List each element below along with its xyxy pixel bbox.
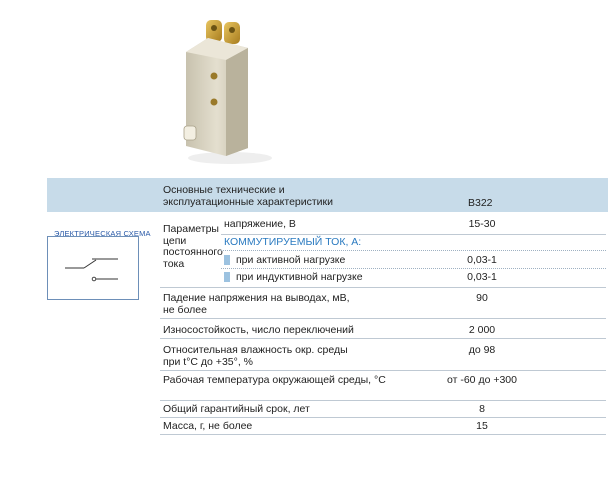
schema-label: ЭЛЕКТРИЧЕСКАЯ СХЕМА [54,229,151,238]
table-row-value: 8 [479,403,485,415]
active-load-value: 0,03-1 [467,254,497,266]
separator [160,434,606,435]
separator [221,268,606,269]
bullet-marker [224,272,230,282]
table-row-label: Относительная влажность окр. среды при t°С до +35°, % [163,344,348,368]
current-heading: КОММУТИРУЕМЫЙ ТОК, А: [224,236,362,248]
voltage-value: 15-30 [468,218,496,230]
inductive-load-label: при индуктивной нагрузке [236,271,363,283]
table-row-value: до 98 [468,344,496,356]
separator [160,338,606,339]
separator [160,318,606,319]
separator [221,250,606,251]
table-row-label: Масса, г, не более [163,420,253,432]
electrical-schema-box [47,236,139,300]
separator [221,234,606,235]
table-row-label: Износостойкость, число переключений [163,324,354,336]
bullet-marker [224,255,230,265]
table-header-title: Основные технические и эксплуатационные характеристики [163,184,334,208]
table-row-label: Общий гарантийный срок, лет [163,403,310,415]
separator [160,370,606,371]
dc-params-label: Параметры цепи постоянного тока [163,223,223,270]
model-name: В322 [468,197,493,209]
separator [160,287,606,288]
inductive-load-value: 0,03-1 [467,271,497,283]
separator [160,417,606,418]
table-row-value: 90 [476,292,488,304]
voltage-label: напряжение, В [224,218,296,230]
microswitch-photo [168,8,288,168]
table-row-label: Падение напряжения на выводах, мВ, не более [163,292,350,316]
table-row-value: от -60 до +300 [447,374,517,386]
table-row-value: 2 000 [468,324,496,336]
active-load-label: при активной нагрузке [236,254,346,266]
switch-diagram [48,237,138,299]
table-row-label: Рабочая температура окружающей среды, °С [163,374,386,386]
table-row-value: 15 [476,420,488,432]
separator [160,400,606,401]
